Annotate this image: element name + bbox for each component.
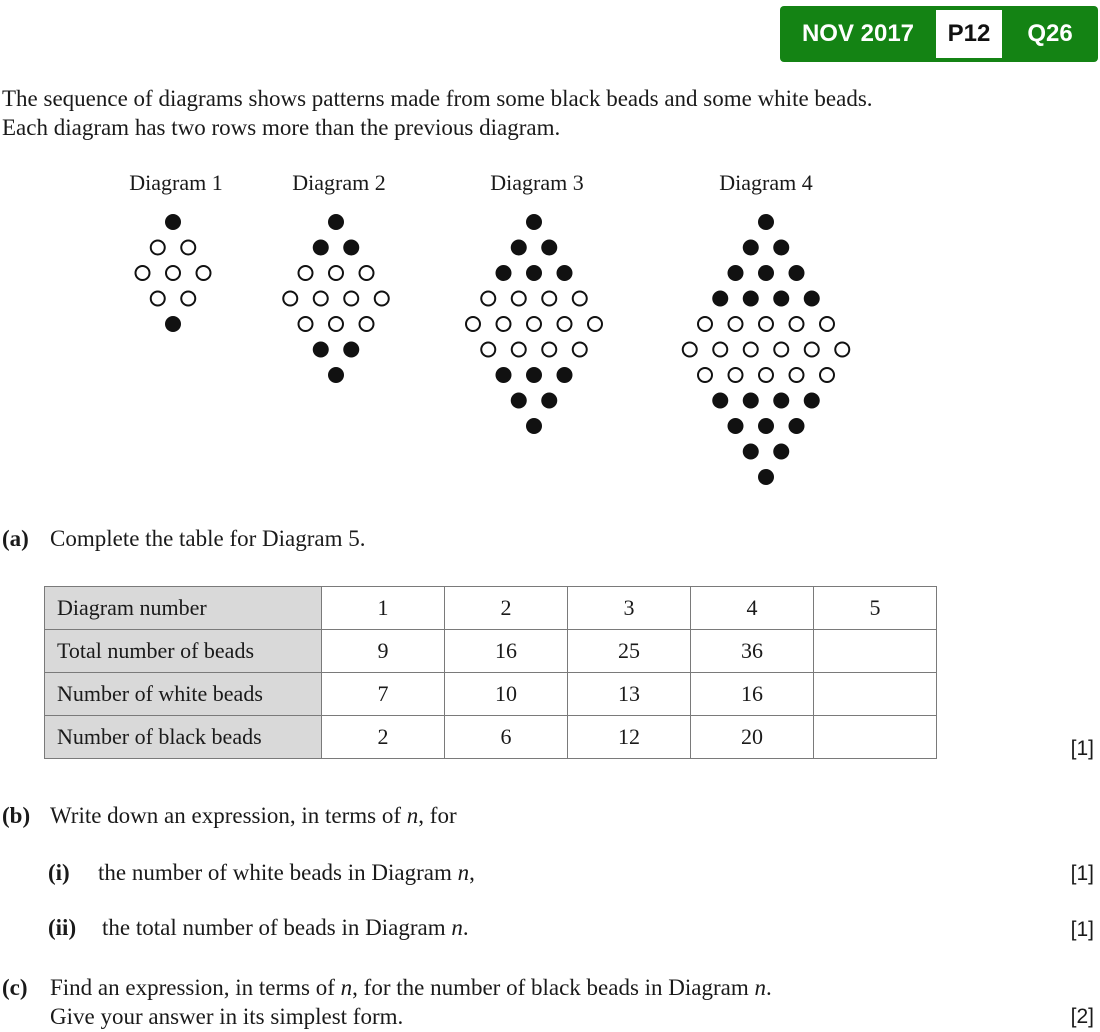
part-b-label: (b) [2,803,31,828]
diagram-1-label: Diagram 1 [129,170,223,195]
part-b-ii-mark: [1] [1070,918,1094,941]
table-row [45,630,937,673]
diagram-3 [466,214,602,434]
white-bead [805,343,819,357]
white-bead [790,317,804,331]
black-bead [743,393,759,409]
intro-line-1: The sequence of diagrams shows patterns made from some black beads and some white beads. [2,86,873,111]
white-bead [360,317,374,331]
black-bead [773,393,789,409]
diagram-2-label: Diagram 2 [292,170,386,195]
white-bead [542,292,556,306]
part-c-prompt [2,973,772,1031]
black-bead [343,240,359,256]
black-bead [526,214,542,230]
question-badge [780,6,1098,62]
part-b-prompt [2,803,457,829]
part-b-ii-label: (ii) [48,915,77,940]
table-row [45,716,937,759]
part-a-mark: [1] [1070,737,1094,760]
badge-question: Q26 [1027,20,1073,47]
white-bead [698,368,712,382]
part-a-text: Complete the table for Diagram 5. [50,526,366,551]
black-bead [557,367,573,383]
table-cell: 6 [445,716,568,759]
black-bead [728,418,744,434]
white-bead [329,317,343,331]
black-bead [789,418,805,434]
white-bead [573,292,587,306]
part-b-i-text: the number of white beads in Diagram n, [98,860,475,885]
row-header: Diagram number [45,587,322,630]
black-bead [758,469,774,485]
part-b-text: Write down an expression, in terms of n, for [50,803,457,828]
table-cell: 13 [568,673,691,716]
black-bead [328,367,344,383]
white-bead [759,368,773,382]
white-bead [181,241,195,255]
part-b-ii [48,915,469,941]
table-cell: 1 [322,587,445,630]
black-bead [758,214,774,230]
table-cell: 20 [691,716,814,759]
white-bead [820,368,834,382]
white-bead [573,343,587,357]
black-bead [165,214,181,230]
badge-paper: P12 [936,10,1002,58]
white-bead [151,292,165,306]
table-cell: 10 [445,673,568,716]
white-bead [744,343,758,357]
black-bead [758,418,774,434]
white-bead [166,266,180,280]
black-bead [712,291,728,307]
table-cell: 12 [568,716,691,759]
table-row [45,673,937,716]
black-bead [743,444,759,460]
white-bead [197,266,211,280]
table-cell: 3 [568,587,691,630]
black-bead [526,265,542,281]
black-bead [773,291,789,307]
white-bead [835,343,849,357]
white-bead [820,317,834,331]
white-bead [314,292,328,306]
white-bead [375,292,389,306]
black-bead [804,393,820,409]
black-bead [343,342,359,358]
table-cell: 25 [568,630,691,673]
white-bead [512,292,526,306]
white-bead [729,368,743,382]
white-bead [729,317,743,331]
row-header: Number of black beads [45,716,322,759]
row-header: Number of white beads [45,673,322,716]
white-bead [527,317,541,331]
badge-session: NOV 2017 [801,20,915,47]
black-bead [758,265,774,281]
black-bead [496,265,512,281]
white-bead [558,317,572,331]
part-a-prompt [2,526,366,552]
black-bead [165,316,181,332]
black-bead [712,393,728,409]
white-bead [683,343,697,357]
black-bead [313,240,329,256]
white-bead [588,317,602,331]
white-bead [299,317,313,331]
part-c-line-1: Find an expression, in terms of n, for the number of black beads in Diagram n. [50,975,772,1000]
white-bead [283,292,297,306]
black-bead [728,265,744,281]
diagram-2 [283,214,389,383]
white-bead [136,266,150,280]
intro-line-2: Each diagram has two rows more than the previous diagram. [2,115,561,140]
answer-cell[interactable] [814,673,937,716]
table-cell: 2 [322,716,445,759]
black-bead [743,240,759,256]
part-b-i-mark: [1] [1070,862,1094,885]
answer-cell[interactable] [814,630,937,673]
white-bead [151,241,165,255]
black-bead [313,342,329,358]
black-bead [773,444,789,460]
white-bead [299,266,313,280]
table-cell: 16 [445,630,568,673]
white-bead [497,317,511,331]
answer-cell[interactable] [814,716,937,759]
black-bead [804,291,820,307]
black-bead [743,291,759,307]
part-b-ii-text: the total number of beads in Diagram n. [102,915,469,940]
white-bead [713,343,727,357]
table-cell: 2 [445,587,568,630]
part-b-i [48,860,475,886]
table-cell: 16 [691,673,814,716]
part-c-label: (c) [2,975,28,1000]
diagram-1 [136,214,211,332]
table-cell: 7 [322,673,445,716]
black-bead [526,418,542,434]
white-bead [466,317,480,331]
part-c-mark: [2] [1070,1005,1094,1028]
white-bead [181,292,195,306]
part-a-label: (a) [2,526,29,551]
table-row [45,587,937,630]
white-bead [512,343,526,357]
diagram-4 [683,214,850,485]
white-bead [344,292,358,306]
diagram-4-label: Diagram 4 [719,170,813,195]
table-cell: 9 [322,630,445,673]
table-cell: 36 [691,630,814,673]
black-bead [557,265,573,281]
black-bead [541,240,557,256]
white-bead [360,266,374,280]
bead-diagrams [0,200,1100,500]
black-bead [789,265,805,281]
white-bead [698,317,712,331]
black-bead [496,367,512,383]
white-bead [759,317,773,331]
black-bead [328,214,344,230]
table-cell: 4 [691,587,814,630]
white-bead [481,292,495,306]
table-cell: 5 [814,587,937,630]
black-bead [541,393,557,409]
black-bead [526,367,542,383]
white-bead [774,343,788,357]
intro-text [2,84,873,142]
white-bead [790,368,804,382]
white-bead [481,343,495,357]
black-bead [773,240,789,256]
part-b-i-label: (i) [48,860,70,885]
black-bead [511,393,527,409]
diagram-3-label: Diagram 3 [490,170,584,195]
white-bead [329,266,343,280]
row-header: Total number of beads [45,630,322,673]
black-bead [511,240,527,256]
bead-table [44,586,937,759]
white-bead [542,343,556,357]
part-c-line-2: Give your answer in its simplest form. [50,1004,404,1029]
